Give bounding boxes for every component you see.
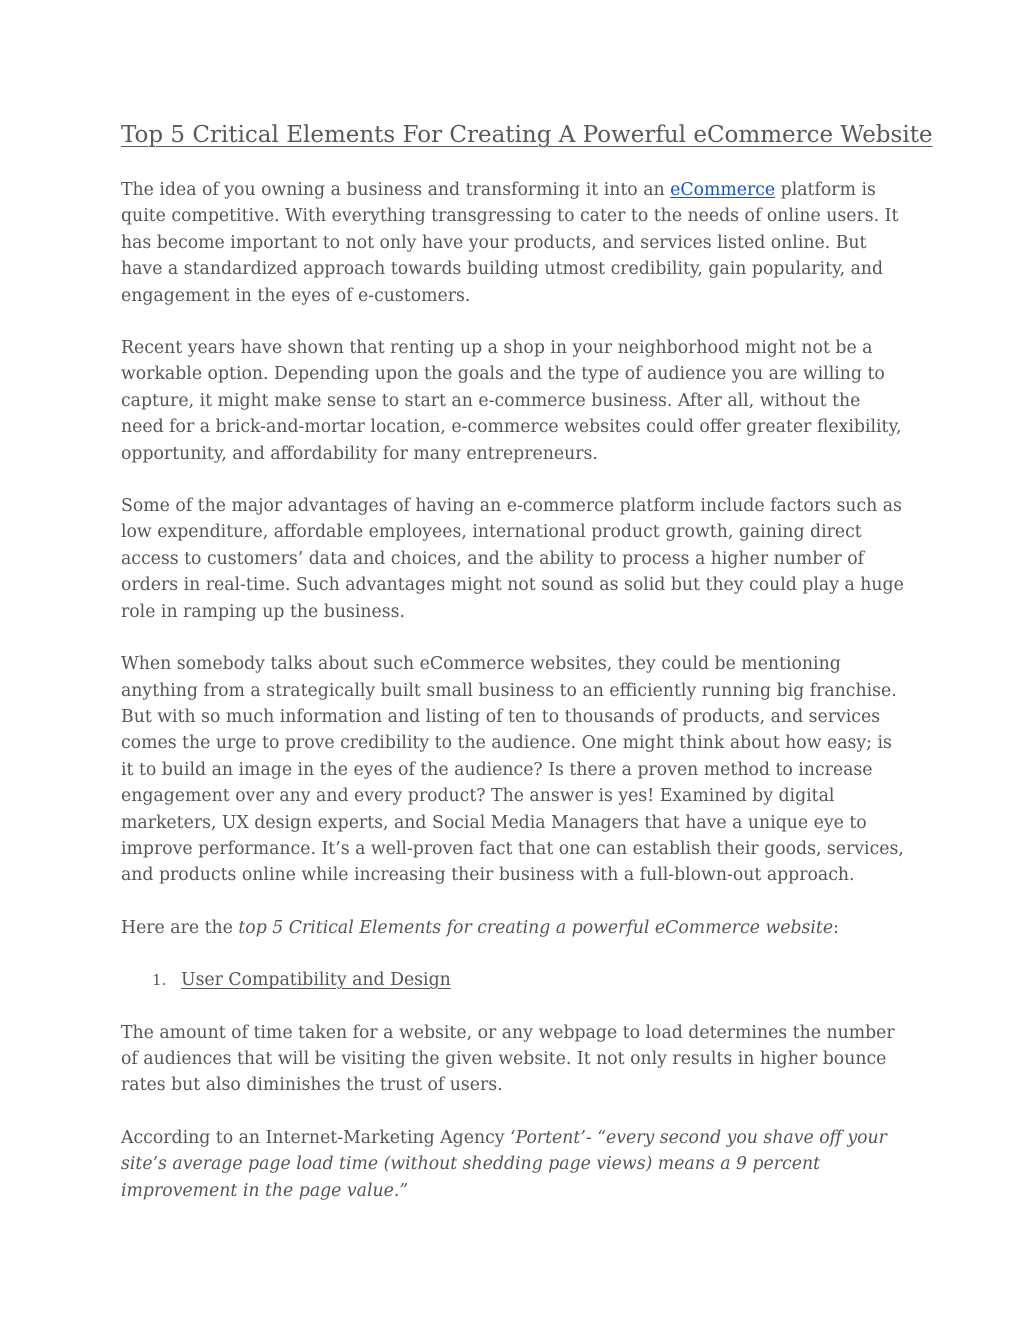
intro-paragraph	[121, 177, 907, 309]
paragraph-top-5-intro	[121, 915, 907, 941]
document-title: Top 5 Critical Elements For Creating A Powerful eCommerce Website	[121, 122, 933, 148]
document-page	[121, 118, 933, 1230]
quote-dash: -	[585, 1127, 598, 1148]
top-5-text-before: Here are the	[121, 917, 239, 938]
paragraph-recent-years: Recent years have shown that renting up a shop in your neighborhood might not be a workable option. Depending upon the goals and the type of audience you are willing to capture, it might make sense to start an e-commerce business. After all, without the need for a brick-and-mortar location, e-commerce websites could offer greater flexibility, opportunity, and affordability for many entrepreneurs.	[121, 338, 902, 464]
paragraph-ecommerce-websites: When somebody talks about such eCommerce websites, they could be mentioning anything from a strategically built small business to an efficiently running big franchise. But with so much information and listing of ten to thousands of products, and services comes the urge to prove credibility to the audience. One might think about how easy; is it to build an image in the eyes of the audience? Is there a proven method to increase engagement over any and every product? The answer is yes! Examined by digital marketers, UX design experts, and Social Media Managers that have a unique eye to improve performance. It’s a well-proven fact that one can establish their goods, services, and products online while increasing their business with a full-blown-out approach.	[121, 654, 904, 886]
paragraph-advantages: Some of the major advantages of having an e-commerce platform include factors such as low expenditure, affordable employees, international product growth, gaining direct access to customers’ data and choices, and the ability to process a higher number of orders in real-time. Such advantages might not sound as solid but they could play a huge role in ramping up the business.	[121, 496, 904, 622]
paragraph-load-time: The amount of time taken for a website, or any webpage to load determines the number of audiences that will be visiting the given website. It not only results in higher bounce rates but also diminishes the trust of users.	[121, 1022, 895, 1096]
list-item	[121, 967, 907, 993]
intro-text-before: The idea of you owning a business and transforming it into an	[121, 180, 671, 200]
top-5-italic-text: top 5 Critical Elements for creating a powerful eCommerce website	[238, 917, 834, 938]
ecommerce-link[interactable]: eCommerce	[670, 180, 776, 200]
agency-name: ‘Portent’	[510, 1127, 586, 1148]
quote-text: “every second you shave off your site’s average page load time (without shedding page views) means a 9 percent improvement in the page value.”	[121, 1127, 887, 1201]
list-item-label: User Compatibility and Design	[181, 970, 451, 991]
list-item-number: 1.	[152, 971, 167, 990]
elements-list	[121, 967, 907, 993]
quote-text-before: According to an Internet-Marketing Agency	[121, 1127, 511, 1148]
intro-text-after: platform is quite competitive. With everything transgressing to cater to the needs of online users. It has become important to not only have your products, and services listed online. But have a standardized approach towards building utmost credibility, gain popularity, and engagement in the eyes of e-customers.	[121, 180, 899, 306]
top-5-text-after: :	[833, 917, 839, 938]
paragraph-portent-quote	[121, 1125, 907, 1204]
